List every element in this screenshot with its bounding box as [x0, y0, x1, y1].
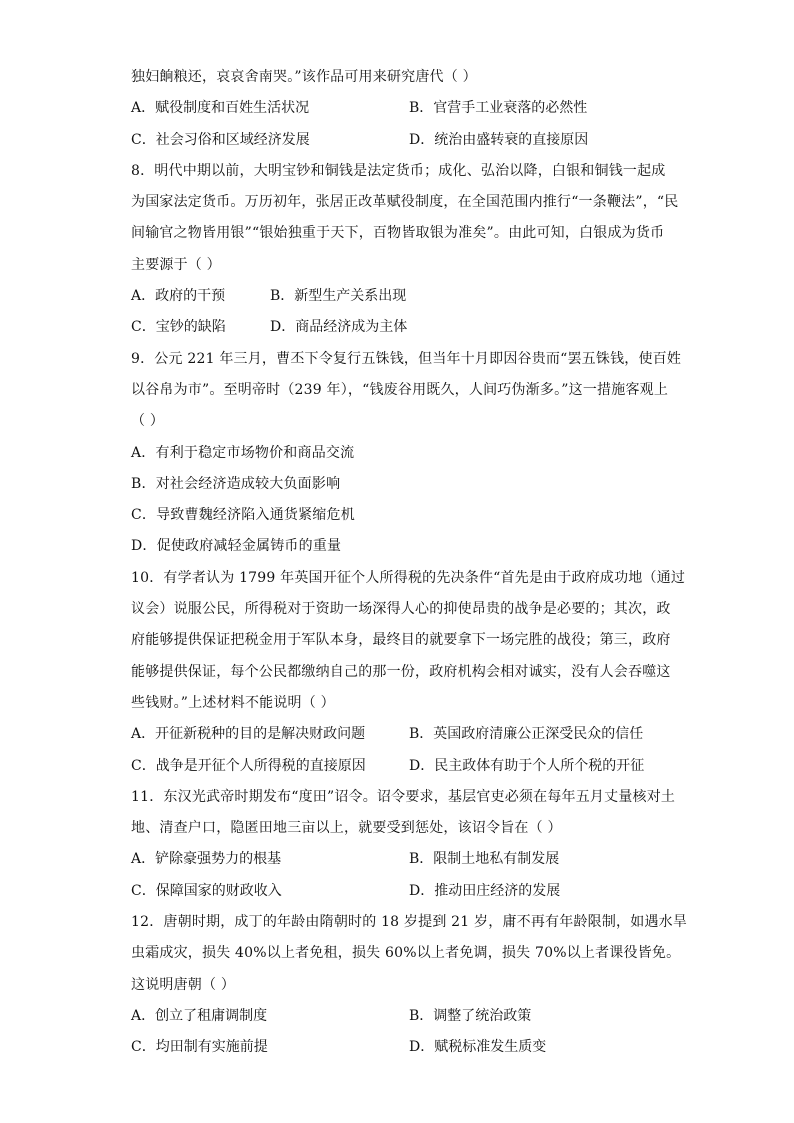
- q9-option-d[interactable]: D．促使政府减轻金属铸币的重量: [131, 538, 342, 555]
- q8-stem-line: 为国家法定货币。万历初年，张居正改革赋役制度，在全国范围内推行“一条鞭法”，“民: [131, 194, 679, 211]
- q7-stem-tail: 独妇餉粮还，哀哀舍南哭。”该作品可用来研究唐代（ ）: [131, 69, 477, 85]
- q10-option-d[interactable]: D．民主政体有助于个人所个税的开征: [409, 757, 645, 774]
- q10-stem-line: 议会）说服公民，所得税对于资助一场深得人心的抑使昂贵的战争是必要的；其次，政: [131, 601, 671, 618]
- q8-option-b[interactable]: B．新型生产关系出现: [270, 288, 407, 305]
- q11-stem-line: 11．东汉光武帝时期发布“度田”诏令。诏令要求，基层官吏必须在每年五月丈量核对土: [131, 788, 676, 805]
- q7-option-a[interactable]: A．赋役制度和百姓生活状况: [131, 100, 310, 117]
- q10-option-b[interactable]: B．英国政府清廉公正深受民众的信任: [409, 726, 644, 743]
- q9-stem-line: 以谷帛为市”。至明帝时（239 年），“钱废谷用既久，人间巧伪渐多。”这一措施客观上: [131, 381, 669, 398]
- q12-option-a[interactable]: A．创立了租庸调制度: [131, 1007, 268, 1024]
- q9-stem-line: （ ）: [131, 413, 165, 430]
- q12-stem-line: 这说明唐朝（ ）: [131, 976, 236, 993]
- q7-options-row-1: [131, 93, 667, 124]
- q12-options-row-1: [131, 1001, 667, 1032]
- q8-option-d[interactable]: D．商品经济成为主体: [270, 319, 408, 336]
- q12-option-b[interactable]: B．调整了统治政策: [409, 1007, 532, 1024]
- q10-option-c[interactable]: C．战争是开征个人所得税的直接原因: [131, 757, 366, 774]
- q8-stem-line: 主要源于（ ）: [131, 256, 221, 273]
- q11-options-row-1: [131, 844, 667, 875]
- q7-option-c[interactable]: C．社会习俗和区域经济发展: [131, 131, 310, 148]
- q9-option-b[interactable]: B．对社会经济造成较大负面影响: [131, 475, 341, 492]
- q7-options-row-2: [131, 125, 667, 156]
- question-list: [131, 62, 688, 1064]
- q7-option-b[interactable]: B．官营手工业衰落的必然性: [409, 100, 588, 117]
- q10-stem-line: 府能够提供保证把税金用于军队本身，最终目的就要拿下一场完胜的战役；第三，政府: [131, 632, 671, 649]
- q11-option-d[interactable]: D．推动田庄经济的发展: [409, 882, 561, 899]
- q9-option-a[interactable]: A．有利于稳定市场物价和商品交流: [131, 444, 355, 461]
- q12-options-row-2: [131, 1032, 667, 1063]
- q8-stem-line: 8．明代中期以前，大明宝钞和铜钱是法定货币；成化、弘治以降，白银和铜钱一起成: [131, 162, 666, 179]
- q10-options-row-1: [131, 719, 667, 750]
- q8-options-row-1: [131, 281, 667, 312]
- q10-stem-line: 10．有学者认为 1799 年英国开征个人所得税的先决条件“首先是由于政府成功地（通过: [131, 569, 686, 586]
- q12-option-c[interactable]: C．均田制有实施前提: [131, 1039, 268, 1056]
- q11-stem-line: 地、清查户口，隐匿田地三亩以上，就要受到惩处，该诏令旨在（ ）: [131, 820, 562, 837]
- q11-option-b[interactable]: B．限制土地私有制发展: [409, 851, 560, 868]
- q12-stem-line: 12．唐朝时期，成丁的年龄由隋朝时的 18 岁提到 21 岁，庸不再有年龄限制，如遇水旱: [131, 914, 688, 931]
- q7-option-d[interactable]: D．统治由盛转衰的直接原因: [409, 131, 589, 148]
- q10-stem-line: 些钱财。”上述材料不能说明（ ）: [131, 694, 335, 711]
- q9-option-c[interactable]: C．导致曹魏经济陷入通货紧缩危机: [131, 507, 355, 524]
- q8-options-row-2: [131, 312, 667, 343]
- q11-option-a[interactable]: A．铲除豪强势力的根基: [131, 851, 282, 868]
- q9-stem-line: 9．公元 221 年三月，曹丕下令复行五铢钱，但当年十月即因谷贵而“罢五铢钱，使百姓: [131, 350, 682, 367]
- q8-option-c[interactable]: C．宝钞的缺陷: [131, 319, 226, 336]
- q11-option-c[interactable]: C．保障国家的财政收入: [131, 882, 282, 899]
- q10-option-a[interactable]: A．开征新税种的目的是解决财政问题: [131, 726, 366, 743]
- q8-option-a[interactable]: A．政府的干预: [131, 288, 226, 305]
- q10-options-row-2: [131, 751, 667, 782]
- q12-stem-line: 虫霜成灾，损失 40%以上者免租，损失 60%以上者免调，损失 70%以上者课役皆免。: [131, 945, 681, 962]
- q8-stem-line: 间输官之物皆用银”“银始独重于天下，百物皆取银为准矣”。由此可知，白银成为货币: [131, 225, 665, 242]
- q12-option-d[interactable]: D．赋税标准发生质变: [409, 1039, 547, 1056]
- q11-options-row-2: [131, 876, 667, 907]
- q10-stem-line: 能够提供保证，每个公民都缴纳自己的那一份，政府机构会相对诚实，没有人会吞噬这: [131, 663, 671, 680]
